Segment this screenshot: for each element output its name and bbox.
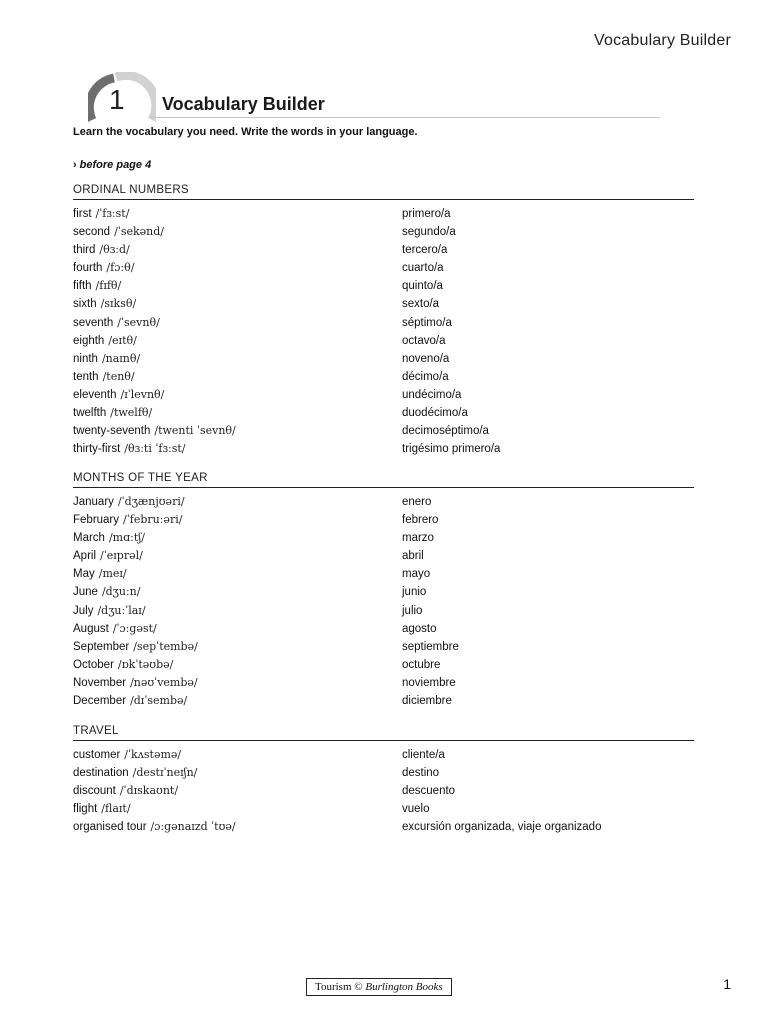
entry-word: fifth (73, 280, 92, 293)
vocabulary-entry (73, 404, 694, 422)
vocabulary-entry (73, 565, 694, 583)
entry-list (73, 493, 694, 710)
entry-translation: enero (402, 496, 432, 508)
vocabulary-entry (73, 223, 694, 241)
entry-list (73, 746, 694, 836)
vocabulary-entry (73, 620, 694, 638)
footer-copyright (306, 978, 452, 996)
vocabulary-entry (73, 205, 694, 223)
vocabulary-entry (73, 511, 694, 529)
entry-translation: noviembre (402, 676, 456, 689)
entry-translation: abril (402, 550, 424, 563)
footer-prefix: Tourism © (315, 981, 366, 993)
before-page-note (73, 159, 151, 171)
entry-phonetic: /ˈɔːgəst/ (112, 621, 157, 635)
entry-phonetic: /fɔːθ/ (106, 261, 135, 275)
entry-translation: octavo/a (402, 334, 446, 347)
entry-translation: agosto (402, 622, 437, 635)
footer-brand: Burlington Books (365, 981, 443, 993)
entry-translation: cliente/a (402, 749, 445, 761)
entry-phonetic: /destɪˈneɪʃn/ (132, 766, 198, 780)
entry-phonetic: /dʒuːn/ (101, 585, 141, 599)
vocabulary-entry (73, 602, 694, 620)
entry-word: first (73, 208, 92, 220)
entry-word: February (73, 514, 120, 527)
vocabulary-entry (73, 422, 694, 440)
entry-translation: marzo (402, 532, 434, 545)
section-ordinal-numbers (73, 183, 694, 458)
entry-translation: sexto/a (402, 298, 440, 311)
section-travel (73, 724, 694, 836)
before-page-label: before page 4 (79, 159, 152, 171)
entry-phonetic: /ˈsevnθ/ (117, 315, 160, 329)
vocabulary-entry (73, 583, 694, 601)
entry-list (73, 205, 694, 458)
vocabulary-entry (73, 547, 694, 565)
chevron-right-icon: › (73, 159, 77, 171)
entry-word: December (73, 695, 127, 708)
vocabulary-entry (73, 638, 694, 656)
entry-translation: noveno/a (402, 352, 450, 365)
entry-translation: octubre (402, 658, 441, 671)
vocabulary-entry (73, 656, 694, 674)
vocabulary-entry (73, 692, 694, 710)
entry-translation: diciembre (402, 695, 452, 708)
unit-title: Vocabulary Builder (162, 94, 325, 114)
entry-word: September (73, 640, 130, 653)
entry-word: flight (73, 803, 98, 816)
entry-phonetic: /sɪksθ/ (100, 297, 137, 311)
entry-phonetic: /fɪfθ/ (95, 279, 122, 293)
entry-translation: septiembre (402, 640, 459, 653)
vocabulary-entry (73, 295, 694, 313)
vocabulary-entry (73, 746, 694, 764)
vocabulary-entry (73, 350, 694, 368)
entry-word: fourth (73, 262, 103, 275)
entry-phonetic: /ɔːgənaɪzd ˈtʊə/ (150, 820, 236, 834)
entry-phonetic: /naɪnθ/ (101, 351, 141, 365)
page-number: 1 (723, 976, 731, 992)
entry-phonetic: /flaɪt/ (101, 802, 131, 816)
entry-word: August (73, 622, 109, 635)
entry-translation: descuento (402, 785, 456, 798)
entry-word: tenth (73, 370, 99, 383)
entry-word: sixth (73, 298, 97, 311)
entry-phonetic: /meɪ/ (98, 567, 127, 581)
vocabulary-entry (73, 241, 694, 259)
vocabulary-entry (73, 674, 694, 692)
entry-phonetic: /tenθ/ (102, 369, 135, 383)
entry-word: organised tour (73, 821, 147, 834)
section-heading: ORDINAL NUMBERS (73, 183, 694, 200)
entry-word: thirty-first (73, 443, 121, 456)
vocabulary-entry (73, 277, 694, 295)
entry-word: April (73, 550, 97, 563)
entry-word: January (73, 496, 114, 508)
entry-phonetic: /θɜːd/ (99, 243, 130, 257)
vocabulary-entry (73, 529, 694, 547)
entry-phonetic: /ɒkˈtəʊbə/ (117, 657, 174, 671)
entry-phonetic: /dʒuːˈlaɪ/ (97, 603, 146, 617)
title-divider (150, 117, 660, 118)
vocabulary-entry (73, 259, 694, 277)
entry-translation: mayo (402, 568, 431, 581)
entry-phonetic: /mɑːtʃ/ (108, 531, 145, 545)
entry-translation: febrero (402, 514, 439, 527)
entry-phonetic: /ˈfɜːst/ (95, 207, 130, 220)
entry-phonetic: /ˈdʒænjʊəri/ (117, 495, 185, 508)
vocabulary-entry (73, 764, 694, 782)
entry-phonetic: /ˈsekənd/ (114, 225, 164, 239)
entry-translation: cuarto/a (402, 262, 444, 275)
entry-translation: decimoséptimo/a (402, 425, 489, 438)
vocabulary-entry (73, 818, 694, 836)
entry-phonetic: /θɜːti ˈfɜːst/ (124, 442, 186, 456)
entry-phonetic: /ˈkʌstəmə/ (124, 748, 182, 761)
entry-translation: undécimo/a (402, 388, 462, 401)
entry-word: ninth (73, 352, 98, 365)
entry-word: eighth (73, 334, 105, 347)
entry-word: twelfth (73, 407, 107, 420)
entry-word: third (73, 244, 96, 257)
entry-translation: destino (402, 767, 440, 780)
entry-translation: tercero/a (402, 244, 448, 257)
entry-word: twenty-seventh (73, 425, 151, 438)
entry-word: March (73, 532, 105, 545)
entry-translation: julio (402, 604, 423, 617)
vocabulary-entry (73, 332, 694, 350)
vocabulary-entry (73, 493, 694, 511)
instructions-text: Learn the vocabulary you need. Write the words in your language. (73, 126, 418, 138)
entry-word: discount (73, 785, 116, 798)
entry-phonetic: /ˈeɪprəl/ (100, 549, 143, 563)
vocabulary-entry (73, 314, 694, 332)
entry-phonetic: /sepˈtembə/ (133, 639, 198, 653)
entry-phonetic: /ɪˈlevnθ/ (120, 387, 165, 401)
entry-translation: primero/a (402, 208, 451, 220)
entry-translation: quinto/a (402, 280, 443, 293)
entry-word: July (73, 604, 94, 617)
entry-phonetic: /nəʊˈvembə/ (130, 675, 198, 689)
entry-translation: décimo/a (402, 370, 449, 383)
entry-word: eleventh (73, 388, 117, 401)
entry-translation: trigésimo primero/a (402, 443, 501, 456)
entry-word: second (73, 226, 111, 239)
entry-word: June (73, 586, 98, 599)
unit-number: 1 (109, 84, 125, 115)
section-months-of-the-year (73, 471, 694, 710)
entry-phonetic: /eɪtθ/ (108, 333, 137, 347)
vocabulary-entry (73, 386, 694, 404)
section-heading: TRAVEL (73, 724, 694, 741)
section-heading: MONTHS OF THE YEAR (73, 471, 694, 488)
vocabulary-entry (73, 782, 694, 800)
entry-phonetic: /twenti ˈsevnθ/ (154, 424, 236, 438)
entry-phonetic: /ˈdɪskaʊnt/ (119, 784, 179, 798)
vocabulary-entry (73, 800, 694, 818)
entry-phonetic: /dɪˈsembə/ (130, 694, 188, 708)
running-header-title: Vocabulary Builder (593, 32, 731, 49)
entry-translation: duodécimo/a (402, 407, 468, 420)
vocabulary-entry (73, 440, 694, 458)
entry-word: November (73, 676, 127, 689)
entry-phonetic: /twelfθ/ (110, 406, 153, 420)
entry-translation: segundo/a (402, 226, 456, 239)
entry-word: seventh (73, 316, 114, 329)
entry-translation: séptimo/a (402, 316, 452, 329)
entry-word: destination (73, 767, 129, 780)
entry-translation: junio (402, 586, 427, 599)
entry-translation: excursión organizada, viaje organizado (402, 821, 602, 834)
entry-word: May (73, 568, 95, 581)
vocabulary-entry (73, 368, 694, 386)
entry-translation: vuelo (402, 803, 430, 816)
entry-phonetic: /ˈfebruːəri/ (123, 513, 183, 527)
entry-word: October (73, 658, 114, 671)
entry-word: customer (73, 749, 121, 761)
